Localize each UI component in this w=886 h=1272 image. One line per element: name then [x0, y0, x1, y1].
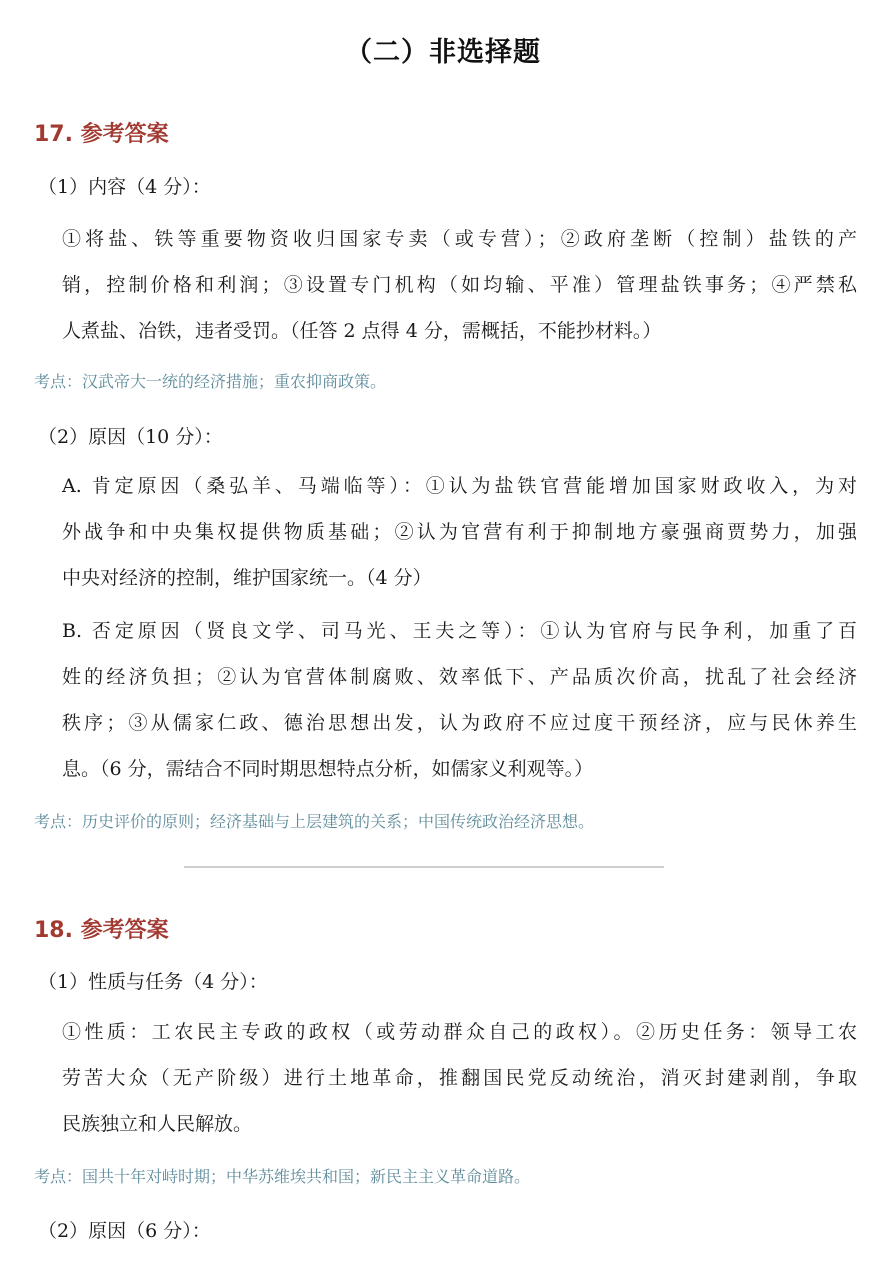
- section-divider: [184, 866, 664, 868]
- answer-line: A. 肯定原因（桑弘羊、马端临等）：①认为盐铁官营能增加国家财政收入，为对: [62, 475, 857, 497]
- q17-part1-label: （1）内容（4 分）：: [38, 176, 211, 198]
- answer-line: 秩序；③从儒家仁政、德治思想出发，认为政府不应过度干预经济，应与民休养生: [62, 712, 857, 734]
- answer-line: 外战争和中央集权提供物质基础；②认为官营有利于抑制地方豪强商贾势力，加强: [62, 521, 857, 543]
- answer-line: 劳苦大众（无产阶级）进行土地革命，推翻国民党反动统治，消灭封建剥削，争取: [62, 1067, 857, 1089]
- answer-line: 民族独立和人民解放。: [62, 1113, 253, 1135]
- q17-part1-answer: [62, 216, 857, 354]
- answer-line: 销，控制价格和利润；③设置专门机构（如均输、平准）管理盐铁事务；④严禁私: [62, 274, 857, 296]
- q18-part1-kaodian: 考点：国共十年对峙时期；中华苏维埃共和国；新民主主义革命道路。: [34, 1167, 531, 1186]
- answer-line: 人煮盐、冶铁，违者受罚。（任答 2 点得 4 分，需概括，不能抄材料。）: [62, 320, 662, 342]
- q17-part2-label: （2）原因（10 分）：: [38, 426, 223, 448]
- answer-line: 姓的经济负担；②认为官营体制腐败、效率低下、产品质次价高，扰乱了社会经济: [62, 666, 857, 688]
- q17-part2-answer-b: [62, 608, 857, 792]
- answer-line: 中央对经济的控制，维护国家统一。（4 分）: [62, 567, 432, 589]
- q17-part1-kaodian: 考点：汉武帝大一统的经济措施；重农抑商政策。: [34, 372, 387, 391]
- q17-part2-kaodian: 考点：历史评价的原则；经济基础与上层建筑的关系；中国传统政治经济思想。: [34, 812, 595, 831]
- answer-line: B. 否定原因（贤良文学、司马光、王夫之等）：①认为官府与民争利，加重了百: [62, 620, 857, 642]
- q18-heading: 18. 参考答案: [34, 918, 169, 943]
- q18-part1-answer: [62, 1009, 857, 1147]
- answer-line: ①将盐、铁等重要物资收归国家专卖（或专营）；②政府垄断（控制）盐铁的产: [62, 228, 857, 250]
- answer-line: 息。（6 分，需结合不同时期思想特点分析，如儒家义利观等。）: [62, 758, 594, 780]
- q17-part2-answer-a: [62, 463, 857, 601]
- q18-part1-label: （1）性质与任务（4 分）：: [38, 971, 268, 993]
- page-title: （二）非选择题: [345, 37, 541, 68]
- answer-line: ①性质：工农民主专政的政权（或劳动群众自己的政权）。②历史任务：领导工农: [62, 1021, 857, 1043]
- q18-part2-label: （2）原因（6 分）：: [38, 1220, 211, 1242]
- q17-heading: 17. 参考答案: [34, 122, 169, 147]
